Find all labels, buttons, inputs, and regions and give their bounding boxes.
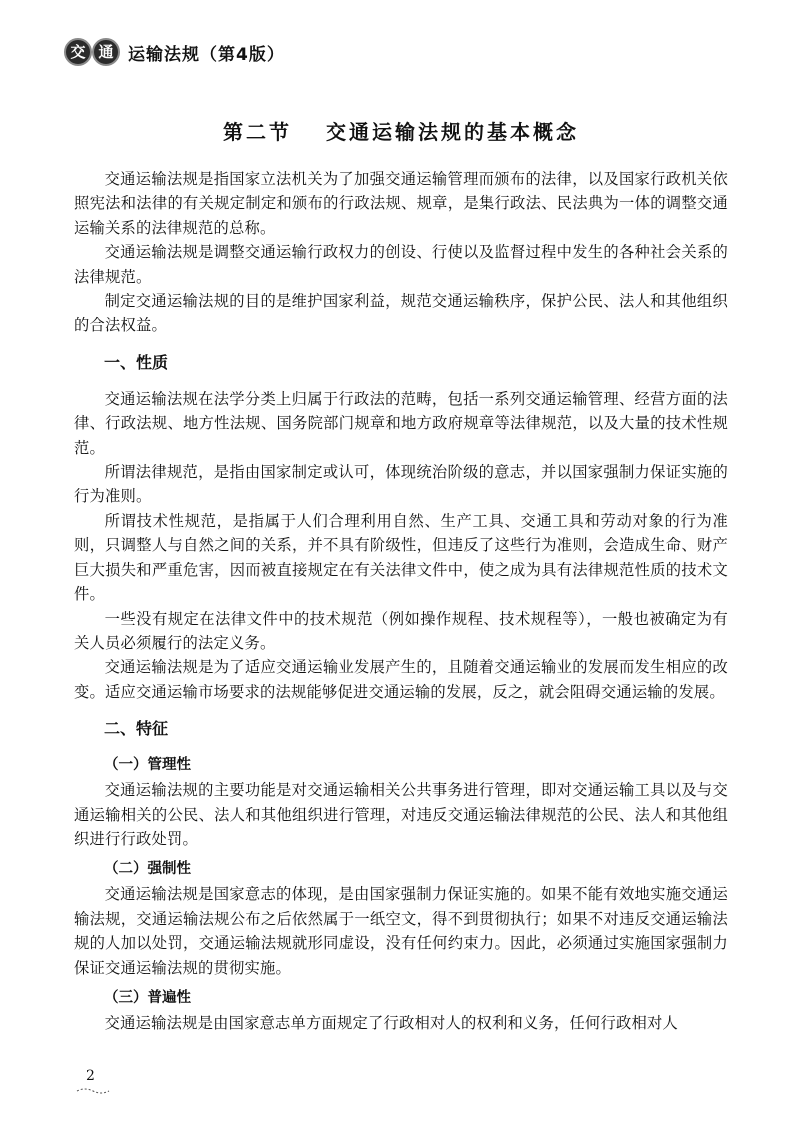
intro-paragraph-3: 制定交通运输法规的目的是维护国家利益，规范交通运输秩序，保护公民、法人和其他组织的合法权益。	[74, 292, 728, 335]
page-content	[74, 116, 728, 1035]
section-title-text: 交通运输法规的基本概念	[326, 120, 579, 144]
management-paragraph: 交通运输法规的主要功能是对交通运输相关公共事务进行管理，即对交通运输工具以及与交通运输相关的公民、法人和其他组织进行管理，对违反交通运输法律规范的公民、法人和其他组织进行行政处罚。	[74, 781, 728, 848]
book-title: 运输法规（第4版）	[128, 45, 285, 65]
section-number: 第二节	[223, 120, 292, 144]
section-title	[74, 116, 728, 145]
logo-char-2: 通	[92, 38, 120, 66]
nature-paragraph-4: 一些没有规定在法律文件中的技术规范（例如操作规程、技术规程等），一般也被确定为有关人员必须履行的法定义务。	[74, 609, 728, 652]
subheading-mandatory: （二）强制性	[104, 861, 191, 878]
nature-paragraph-5: 交通运输法规是为了适应交通运输业发展产生的，且随着交通运输业的发展而发生相应的改变。适应交通运输市场要求的法规能够促进交通运输的发展，反之，就会阻碍交通运输的发展。	[74, 658, 728, 701]
nature-paragraph-2: 所谓法律规范，是指由国家制定或认可，体现统治阶级的意志，并以国家强制力保证实施的行为准则。	[74, 463, 728, 506]
series-logo	[62, 36, 124, 68]
logo-char-1: 交	[64, 38, 92, 66]
universality-paragraph: 交通运输法规是由国家意志单方面规定了行政相对人的权利和义务，任何行政相对人	[104, 1013, 678, 1032]
heading-features: 二、特征	[104, 719, 169, 739]
mandatory-paragraph: 交通运输法规是国家意志的体现，是由国家强制力保证实施的。如果不能有效地实施交通运输法规，交通运输法规公布之后依然属于一纸空文，得不到贯彻执行；如果不对违反交通运输法规的人加以处罚，交通运输法规就形同虚设，没有任何约束力。因此，必须通过实施国家强制力保证交通运输法规的贯彻实施。	[74, 885, 728, 977]
heading-nature: 一、性质	[104, 352, 169, 372]
intro-paragraph-1: 交通运输法规是指国家立法机关为了加强交通运输管理而颁布的法律，以及国家行政机关依照宪法和法律的有关规定制定和颁布的行政法规、规章，是集行政法、民法典为一体的调整交通运输关系的法律规范的总称。	[74, 170, 728, 237]
nature-paragraph-3: 所谓技术性规范，是指属于人们合理利用自然、生产工具、交通工具和劳动对象的行为准则，只调整人与自然之间的关系，并不具有阶级性，但违反了这些行为准则，会造成生命、财产巨大损失和严重危害，因而被直接规定在有关法律文件中，使之成为具有法律规范性质的技术文件。	[74, 511, 728, 604]
running-header	[62, 36, 762, 68]
page-ornament-icon	[76, 1086, 110, 1096]
subheading-management: （一）管理性	[104, 757, 191, 774]
nature-paragraph-1: 交通运输法规在法学分类上归属于行政法的范畴，包括一系列交通运输管理、经营方面的法律、行政法规、地方性法规、国务院部门规章和地方政府规章等法律规范，以及大量的技术性规范。	[74, 389, 728, 457]
page-number: 2	[86, 1068, 95, 1084]
subheading-universality: （三）普遍性	[104, 989, 191, 1006]
intro-paragraph-2: 交通运输法规是调整交通运输行政权力的创设、行使以及监督过程中发生的各种社会关系的法律规范。	[74, 243, 728, 286]
